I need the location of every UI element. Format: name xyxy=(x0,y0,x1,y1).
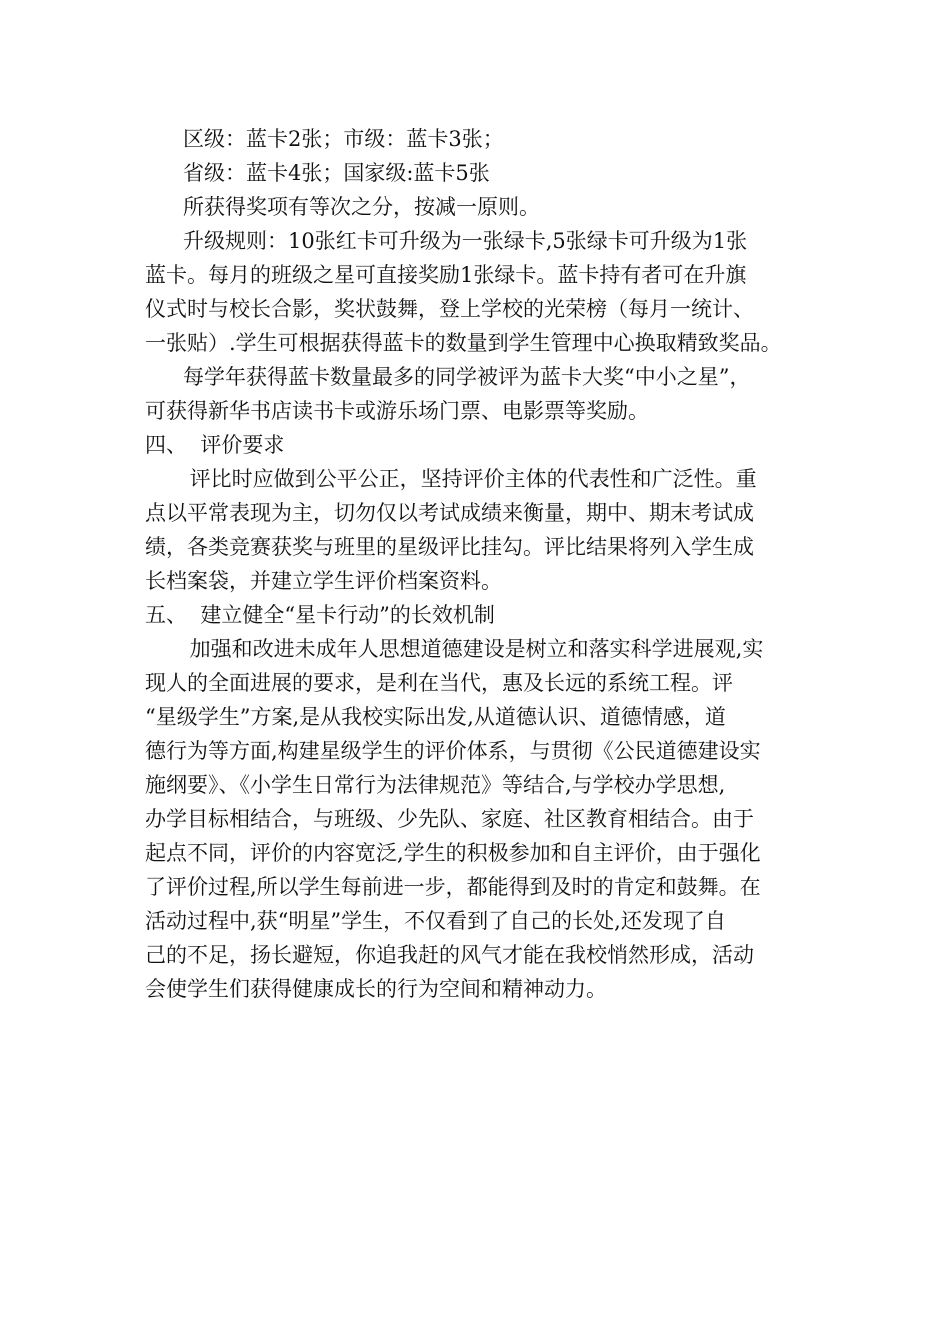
text-line: 绩，各类竞赛获奖与班里的星级评比挂勾。评比结果将列入学生成 xyxy=(145,535,754,559)
document-body xyxy=(145,122,825,1006)
text-line: 所获得奖项有等次之分，按减一原则。 xyxy=(183,195,540,219)
text-line: 蓝卡。每月的班级之星可直接奖励1张绿卡。蓝卡持有者可在升旗 xyxy=(145,263,747,287)
text-line: “星级学生”方案,是从我校实际出发,从道德认识、道德情感，道 xyxy=(145,705,726,729)
text-line: 可获得新华书店读书卡或游乐场门票、电影票等奖励。 xyxy=(145,399,649,423)
text-line: 升级规则：10张红卡可升级为一张绿卡,5张绿卡可升级为1张 xyxy=(183,229,748,253)
text-line: 长档案袋，并建立学生评价档案资料。 xyxy=(145,569,502,593)
text-line: 四、 评价要求 xyxy=(145,433,285,457)
text-line: 现人的全面进展的要求，是利在当代，惠及长远的系统工程。评 xyxy=(145,671,733,695)
text-line: 会使学生们获得健康成长的行为空间和精神动力。 xyxy=(145,977,607,1001)
text-line: 仪式时与校长合影，奖状鼓舞，登上学校的光荣榜（每月一统计、 xyxy=(145,297,754,321)
text-line: 省级：蓝卡4张；国家级:蓝卡5张 xyxy=(183,161,490,185)
text-line: 活动过程中,获“明星”学生，不仅看到了自己的长处,还发现了自 xyxy=(145,909,726,933)
text-line: 点以平常表现为主，切勿仅以考试成绩来衡量，期中、期末考试成 xyxy=(145,501,754,525)
text-line: 施纲要》、《小学生日常行为法律规范》等结合,与学校办学思想, xyxy=(145,773,726,797)
text-line: 一张贴）.学生可根据获得蓝卡的数量到学生管理中心换取精致奖品。 xyxy=(145,331,782,355)
text-line: 了评价过程,所以学生每前进一步，都能得到及时的肯定和鼓舞。在 xyxy=(145,875,761,899)
text-line: 五、 建立健全“星卡行动”的长效机制 xyxy=(145,603,495,627)
text-line: 每学年获得蓝卡数量最多的同学被评为蓝卡大奖“中小之星”， xyxy=(183,365,751,389)
text-line: 起点不同，评价的内容宽泛,学生的积极参加和自主评价，由于强化 xyxy=(145,841,761,865)
text-line: 加强和改进未成年人思想道德建设是树立和落实科学进展观,实 xyxy=(183,637,764,661)
text-line: 区级：蓝卡2张；市级：蓝卡3张； xyxy=(183,127,504,151)
text-line: 办学目标相结合，与班级、少先队、家庭、社区教育相结合。由于 xyxy=(145,807,754,831)
text-line: 德行为等方面,构建星级学生的评价体系，与贯彻《公民道德建设实 xyxy=(145,739,761,763)
text-line: 评比时应做到公平公正，坚持评价主体的代表性和广泛性。重 xyxy=(183,467,757,491)
text-line: 己的不足，扬长避短，你追我赶的风气才能在我校悄然形成，活动 xyxy=(145,943,754,967)
